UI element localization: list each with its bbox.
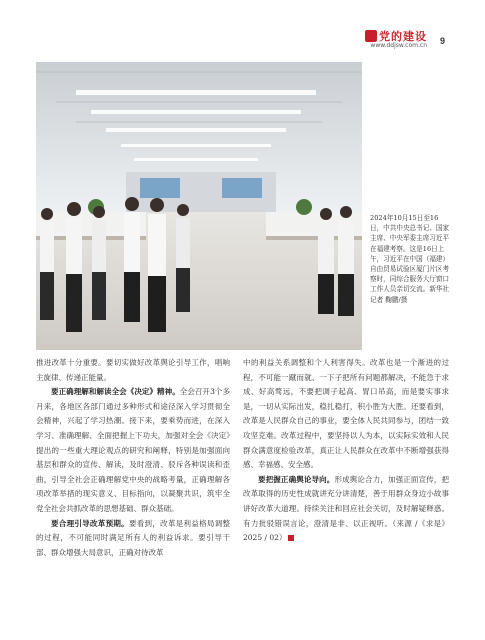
page-header bbox=[0, 0, 485, 60]
page-number: 9 bbox=[439, 36, 445, 46]
paragraph-lead: 要把握正确舆论导向。 bbox=[258, 474, 335, 484]
office-hall-photo-icon bbox=[36, 62, 362, 350]
article-paragraph bbox=[243, 473, 449, 546]
article-column-right bbox=[243, 356, 449, 546]
article-paragraph bbox=[36, 385, 230, 516]
paragraph-text: 全会召开3个多月来，各地区各部门通过多种形式和途径深入学习贯彻全会精神，兴起了学习热潮。接下来，要乘势而进，在深入学习、准确理解、全面把握上下功夫，加强对全会《决定》提出的一些重大理论观点的研究和阐释，特别是加强面向基层和群众的宣传、解读，及时澄清、驳斥各种误读和歪曲，引导全社会正确理解党中央的战略考量，正确理解各项改革举措的现实意义、目标指向，以凝聚共识，筑牢全党全社会共抓改革的思想基础、群众基础。 bbox=[36, 387, 231, 513]
logo-text: 党的建设 bbox=[379, 30, 427, 43]
article-paragraph bbox=[243, 356, 449, 473]
photo-caption: 2024年10月15日至16日，中共中央总书记、国家主席、中央军委主席习近平在福建考察。这是16日上午，习近平在中国（福建）自由贸易试验区厦门片区考察时，同综合服务大厅窗口工作人员亲切交流。新华社记者 鞠鹏/摄 bbox=[370, 214, 450, 304]
paragraph-text: 形成舆论合力，加强正面宣传，把改革取得的历史性成就讲充分讲清楚，善于用群众身边小故事讲好改革大道理。持续关注和回应社会关切，及时解疑释惑。有力批驳错误言论，澄清是非、以正视听。（来源 /《求是》2025 / 02） bbox=[243, 474, 450, 543]
news-photo bbox=[36, 62, 362, 350]
paragraph-text: 推进改革十分重要。要切实做好改革舆论引导工作，唱响主旋律、传递正能量。 bbox=[36, 358, 230, 382]
article-paragraph bbox=[36, 517, 230, 561]
paragraph-lead: 要合理引导改革预期。 bbox=[51, 518, 129, 528]
paragraph-text: 要看到，改革是利益格局调整的过程，不可能同时满足所有人的利益诉求。要引导干部、群众增强大局意识，正确对待改革 bbox=[36, 518, 231, 557]
logo-mark-icon bbox=[365, 30, 377, 42]
end-mark-icon bbox=[288, 535, 294, 541]
paragraph-text: 中的利益关系调整和个人利害得失。改革也是一个渐进的过程，不可能一蹴而就、一下子把所有问题都解决，不能急于求成、好高骛远，不要把调子起高、胃口吊高，而是要实事求是，一切从实际出发，稳扎稳打，积小胜为大胜。还要看到，改革是人民群众自己的事业，要全体人民共同参与，团结一致攻坚克难。改革过程中，要坚持以人为本，以实际实效和人民群众满意度检验改革，真正让人民群众在改革中不断增强获得感、幸福感、安全感。 bbox=[243, 358, 449, 470]
website-url: www.ddjsw.com.cn bbox=[370, 42, 427, 49]
paragraph-lead: 要正确理解和解读全会《决定》精神。 bbox=[51, 387, 180, 397]
article-column-left bbox=[36, 356, 230, 560]
article-paragraph bbox=[36, 356, 230, 385]
